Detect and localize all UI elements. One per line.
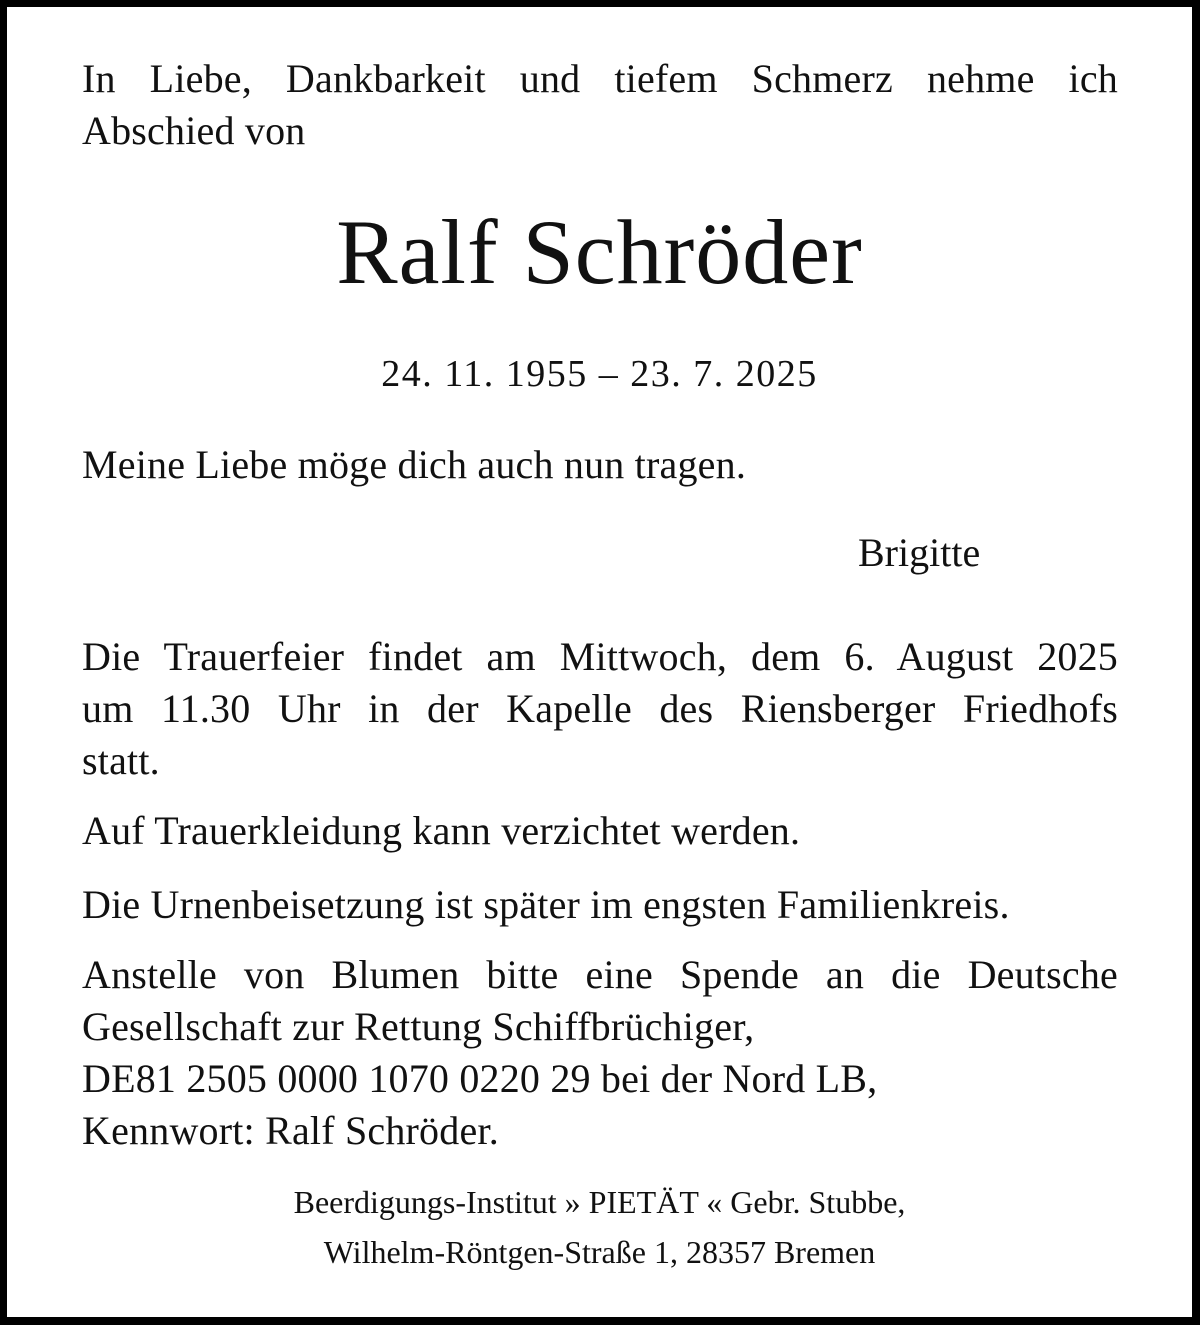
donation-line-2: Gesellschaft zur Rettung Schiffbrüchiger,	[82, 1004, 755, 1049]
deceased-name: Ralf Schröder	[336, 201, 863, 303]
obituary-frame	[7, 7, 1192, 1317]
funeral-home-line-1: Beerdigungs-Institut » PIETÄT « Gebr. Stubbe,	[293, 1184, 906, 1220]
burial-note: Die Urnenbeisetzung ist später im engsten Familienkreis.	[82, 882, 1010, 927]
quote: Meine Liebe möge dich auch nun tragen.	[82, 442, 747, 487]
donation-line-1: Anstelle von Blumen bitte eine Spende an die Deutsche	[82, 952, 1118, 997]
dress-note: Auf Trauerkleidung kann verzichtet werden.	[82, 808, 801, 853]
intro-line-2: Abschied von	[82, 108, 306, 153]
service-line-3: statt.	[82, 738, 160, 783]
donation-keyword-line: Kennwort: Ralf Schröder.	[82, 1108, 499, 1153]
service-line-2: um 11.30 Uhr in der Kapelle des Riensberger Friedhofs	[82, 686, 1118, 731]
donation-iban-line: DE81 2505 0000 1070 0220 29 bei der Nord LB,	[82, 1056, 878, 1101]
funeral-home-line-2: Wilhelm-Röntgen-Straße 1, 28357 Bremen	[323, 1234, 876, 1270]
intro-line-1: In Liebe, Dankbarkeit und tiefem Schmerz nehme ich	[82, 56, 1118, 101]
life-dates: 24. 11. 1955 – 23. 7. 2025	[381, 353, 818, 395]
service-line-1: Die Trauerfeier findet am Mittwoch, dem 6. August 2025	[82, 634, 1118, 679]
obituary-notice	[7, 7, 1192, 1317]
signature: Brigitte	[858, 530, 981, 575]
